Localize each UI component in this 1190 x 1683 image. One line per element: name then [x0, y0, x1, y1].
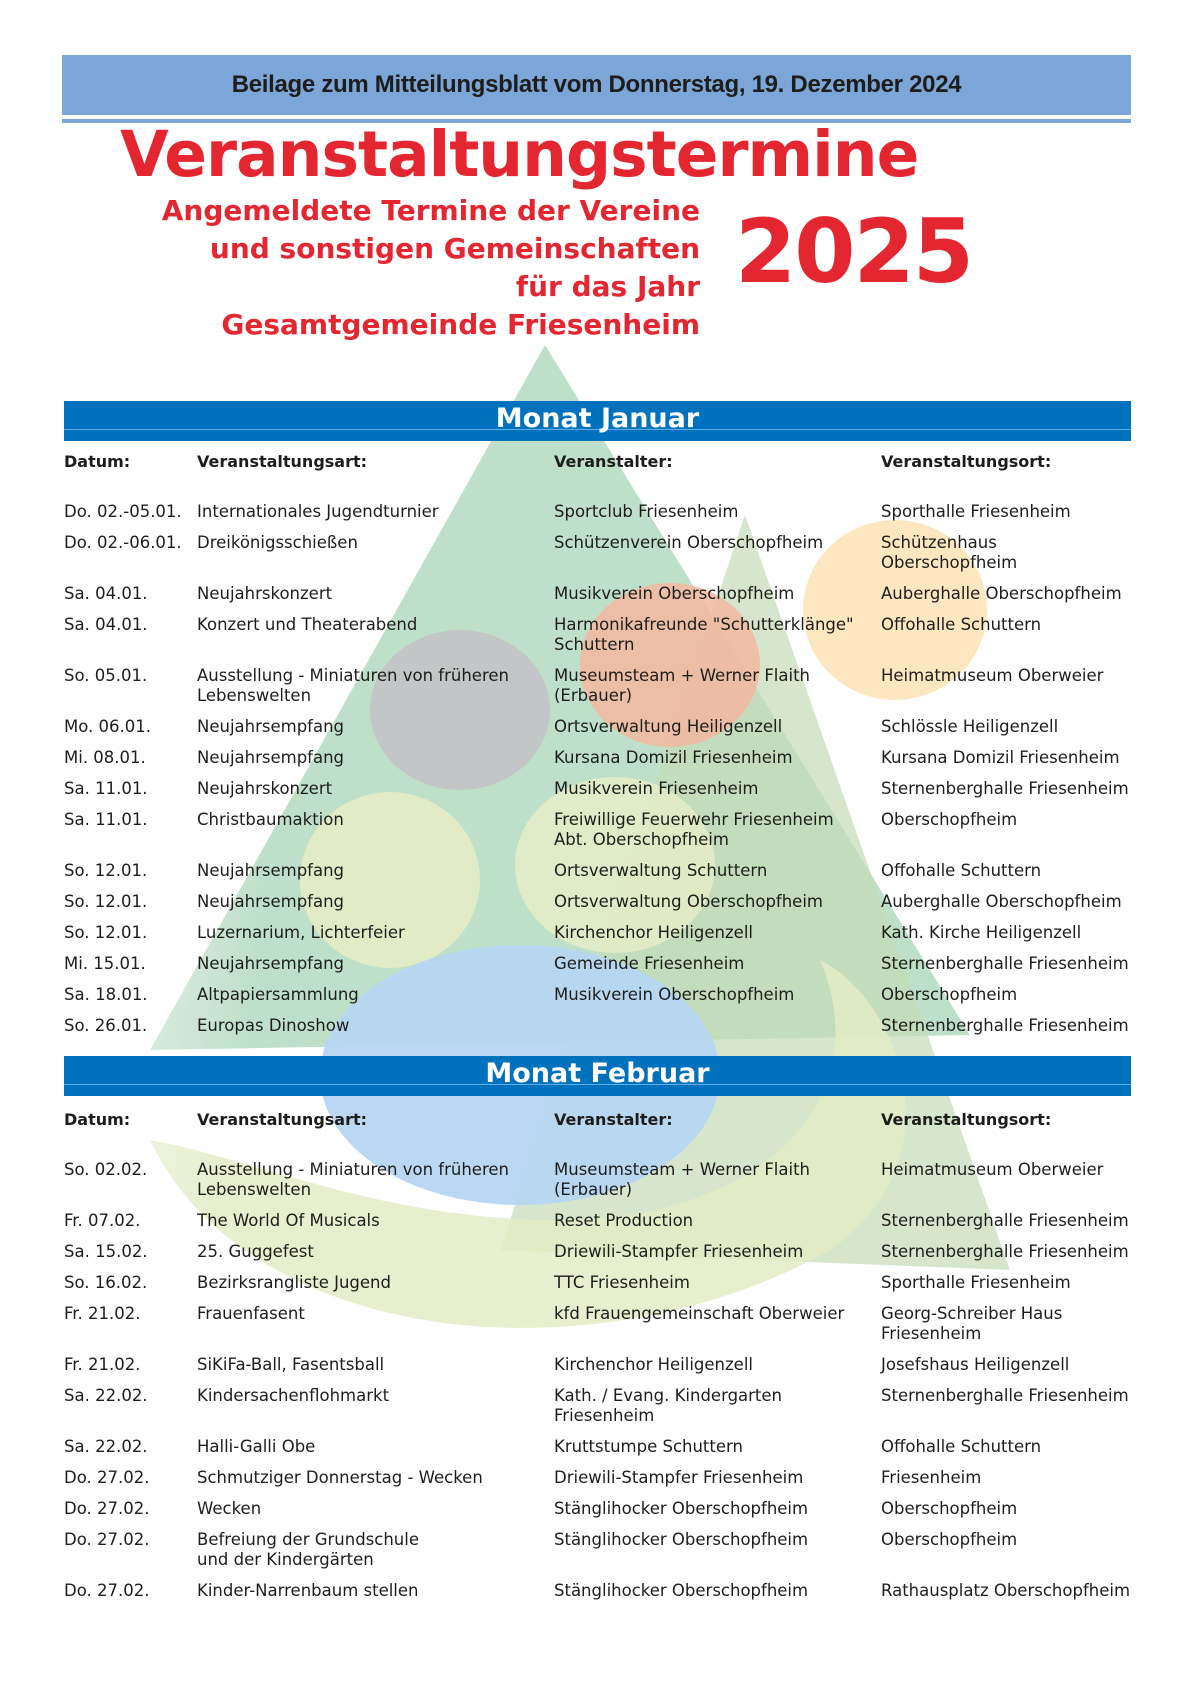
table-row	[64, 1304, 1134, 1355]
cell-venue: Oberschopfheim	[881, 1530, 1018, 1549]
cell-venue: Sternenberghalle Friesenheim	[881, 1211, 1129, 1230]
cell-organizer: Musikverein Friesenheim	[554, 779, 759, 798]
subtitle-line: für das Jahr	[515, 270, 700, 303]
table-row	[64, 810, 1134, 861]
table-row	[64, 1581, 1134, 1612]
cell-event-type: Kinder-Narrenbaum stellen	[197, 1581, 419, 1600]
cell-event-type: Neujahrskonzert	[197, 779, 333, 798]
column-header-venue: Veranstaltungsort:	[881, 1110, 1052, 1129]
cell-event-type: Neujahrsempfang	[197, 748, 345, 767]
cell-date: So. 02.02.	[64, 1160, 148, 1179]
cell-organizer: Museumsteam + Werner Flaith (Erbauer)	[554, 1160, 811, 1199]
table-row	[64, 1386, 1134, 1437]
column-header-date: Datum:	[64, 1110, 131, 1129]
table-row	[64, 748, 1134, 779]
table-header-row	[64, 452, 1134, 502]
cell-organizer: Driewili-Stampfer Friesenheim	[554, 1468, 804, 1487]
cell-venue: Kursana Domizil Friesenheim	[881, 748, 1120, 767]
cell-organizer: Kath. / Evang. Kindergarten Friesenheim	[554, 1386, 783, 1425]
table-row	[64, 923, 1134, 954]
cell-venue: Offohalle Schuttern	[881, 1437, 1042, 1456]
table-row	[64, 1242, 1134, 1273]
cell-venue: Oberschopfheim	[881, 810, 1018, 829]
cell-event-type: Internationales Jugendturnier	[197, 502, 439, 521]
cell-organizer: TTC Friesenheim	[554, 1273, 690, 1292]
cell-event-type: Europas Dinoshow	[197, 1016, 350, 1035]
cell-venue: Sporthalle Friesenheim	[881, 1273, 1071, 1292]
table-row	[64, 954, 1134, 985]
cell-date: Do. 27.02.	[64, 1581, 150, 1600]
cell-organizer: Stänglihocker Oberschopfheim	[554, 1499, 809, 1518]
cell-venue: Sternenberghalle Friesenheim	[881, 1386, 1129, 1405]
cell-date: Sa. 22.02.	[64, 1437, 148, 1456]
cell-event-type: Bezirksrangliste Jugend	[197, 1273, 391, 1292]
events-table-februar	[64, 1110, 1134, 1612]
column-header-organizer: Veranstalter:	[554, 1110, 673, 1129]
cell-date: Do. 02.-06.01.	[64, 533, 182, 552]
column-header-date: Datum:	[64, 452, 131, 471]
cell-organizer: Gemeinde Friesenheim	[554, 954, 745, 973]
page-subtitle	[162, 192, 700, 344]
cell-organizer: Harmonikafreunde "Schutterklänge" Schuttern	[554, 615, 854, 654]
cell-event-type: Ausstellung - Miniaturen von früheren Lebenswelten	[197, 666, 509, 705]
table-row	[64, 533, 1134, 584]
table-row	[64, 717, 1134, 748]
cell-venue: Heimatmuseum Oberweier	[881, 666, 1104, 685]
cell-venue: Sporthalle Friesenheim	[881, 502, 1071, 521]
cell-date: Fr. 21.02.	[64, 1304, 141, 1323]
table-row	[64, 502, 1134, 533]
supplement-banner	[62, 55, 1131, 115]
table-row	[64, 1499, 1134, 1530]
cell-event-type: Neujahrsempfang	[197, 892, 345, 911]
month-title: Monat Januar	[495, 403, 700, 434]
cell-date: Fr. 07.02.	[64, 1211, 141, 1230]
cell-date: Mi. 08.01.	[64, 748, 146, 767]
cell-event-type: Ausstellung - Miniaturen von früheren Lebenswelten	[197, 1160, 509, 1199]
cell-organizer: Ortsverwaltung Schuttern	[554, 861, 768, 880]
cell-date: Sa. 04.01.	[64, 584, 148, 603]
cell-date: Do. 27.02.	[64, 1468, 150, 1487]
cell-event-type: Neujahrsempfang	[197, 717, 345, 736]
month-header-februar	[64, 1056, 1131, 1096]
cell-organizer: Kirchenchor Heiligenzell	[554, 1355, 753, 1374]
cell-venue: Rathausplatz Oberschopfheim	[881, 1581, 1131, 1600]
cell-event-type: Halli-Galli Obe	[197, 1437, 316, 1456]
cell-venue: Auberghalle Oberschopfheim	[881, 892, 1122, 911]
cell-venue: Friesenheim	[881, 1468, 982, 1487]
table-row	[64, 1437, 1134, 1468]
cell-venue: Auberghalle Oberschopfheim	[881, 584, 1122, 603]
cell-venue: Georg-Schreiber Haus Friesenheim	[881, 1304, 1063, 1343]
column-header-venue: Veranstaltungsort:	[881, 452, 1052, 471]
cell-venue: Offohalle Schuttern	[881, 615, 1042, 634]
cell-organizer: Stänglihocker Oberschopfheim	[554, 1581, 809, 1600]
cell-organizer: Sportclub Friesenheim	[554, 502, 739, 521]
cell-organizer: Driewili-Stampfer Friesenheim	[554, 1242, 804, 1261]
column-header-organizer: Veranstalter:	[554, 452, 673, 471]
cell-venue: Sternenberghalle Friesenheim	[881, 954, 1129, 973]
supplement-banner-text: Beilage zum Mitteilungsblatt vom Donnerstag, 19. Dezember 2024	[231, 71, 962, 98]
table-row	[64, 985, 1134, 1016]
cell-organizer: Musikverein Oberschopfheim	[554, 985, 795, 1004]
cell-organizer: Stänglihocker Oberschopfheim	[554, 1530, 809, 1549]
column-header-event-type: Veranstaltungsart:	[197, 452, 368, 471]
cell-organizer: Schützenverein Oberschopfheim	[554, 533, 824, 552]
cell-date: Sa. 04.01.	[64, 615, 148, 634]
cell-date: Sa. 15.02.	[64, 1242, 148, 1261]
cell-date: So. 12.01.	[64, 861, 148, 880]
table-row	[64, 1468, 1134, 1499]
table-row	[64, 584, 1134, 615]
cell-date: Do. 27.02.	[64, 1499, 150, 1518]
cell-organizer: Kirchenchor Heiligenzell	[554, 923, 753, 942]
cell-event-type: Frauenfasent	[197, 1304, 305, 1323]
cell-event-type: Neujahrsempfang	[197, 861, 345, 880]
cell-event-type: Altpapiersammlung	[197, 985, 359, 1004]
cell-organizer: Kursana Domizil Friesenheim	[554, 748, 793, 767]
table-row	[64, 861, 1134, 892]
subtitle-line: und sonstigen Gemeinschaften	[209, 232, 700, 265]
cell-event-type: Dreikönigsschießen	[197, 533, 358, 552]
cell-date: So. 12.01.	[64, 892, 148, 911]
cell-date: So. 05.01.	[64, 666, 148, 685]
cell-date: So. 26.01.	[64, 1016, 148, 1035]
cell-event-type: 25. Guggefest	[197, 1242, 314, 1261]
cell-organizer: Freiwillige Feuerwehr Friesenheim Abt. Oberschopfheim	[554, 810, 834, 849]
cell-date: Do. 02.-05.01.	[64, 502, 182, 521]
month-title: Monat Februar	[485, 1058, 710, 1089]
cell-event-type: Neujahrskonzert	[197, 584, 333, 603]
table-row	[64, 1211, 1134, 1242]
cell-venue: Sternenberghalle Friesenheim	[881, 1242, 1129, 1261]
cell-organizer: Ortsverwaltung Heiligenzell	[554, 717, 783, 736]
cell-event-type: Christbaumaktion	[197, 810, 344, 829]
table-row	[64, 1016, 1134, 1047]
page-title: Veranstaltungstermine	[120, 118, 919, 191]
cell-venue: Offohalle Schuttern	[881, 861, 1042, 880]
table-row	[64, 892, 1134, 923]
month-header-januar	[64, 401, 1131, 441]
cell-event-type: SiKiFa-Ball, Fasentsball	[197, 1355, 385, 1374]
cell-venue: Heimatmuseum Oberweier	[881, 1160, 1104, 1179]
events-table-januar	[64, 452, 1134, 1047]
cell-organizer: Musikverein Oberschopfheim	[554, 584, 795, 603]
cell-event-type: Konzert und Theaterabend	[197, 615, 418, 634]
cell-event-type: The World Of Musicals	[197, 1211, 380, 1230]
cell-date: Sa. 11.01.	[64, 810, 148, 829]
cell-venue: Kath. Kirche Heiligenzell	[881, 923, 1082, 942]
cell-venue: Oberschopfheim	[881, 985, 1018, 1004]
cell-venue: Schützenhaus Oberschopfheim	[881, 533, 1018, 572]
cell-event-type: Schmutziger Donnerstag - Wecken	[197, 1468, 483, 1487]
cell-date: Mo. 06.01.	[64, 717, 152, 736]
cell-date: Mi. 15.01.	[64, 954, 146, 973]
cell-date: Sa. 11.01.	[64, 779, 148, 798]
subtitle-line: Gesamtgemeinde Friesenheim	[221, 308, 700, 341]
cell-organizer: kfd Frauengemeinschaft Oberweier	[554, 1304, 845, 1323]
cell-event-type: Luzernarium, Lichterfeier	[197, 923, 405, 942]
cell-organizer: Ortsverwaltung Oberschopfheim	[554, 892, 823, 911]
cell-date: So. 12.01.	[64, 923, 148, 942]
table-row	[64, 1273, 1134, 1304]
cell-venue: Oberschopfheim	[881, 1499, 1018, 1518]
cell-organizer: Museumsteam + Werner Flaith (Erbauer)	[554, 666, 811, 705]
cell-organizer: Kruttstumpe Schuttern	[554, 1437, 743, 1456]
table-row	[64, 666, 1134, 717]
column-header-event-type: Veranstaltungsart:	[197, 1110, 368, 1129]
cell-date: So. 16.02.	[64, 1273, 148, 1292]
cell-organizer: Reset Production	[554, 1211, 694, 1230]
cell-event-type: Kindersachenflohmarkt	[197, 1386, 390, 1405]
cell-event-type: Befreiung der Grundschule und der Kindergärten	[197, 1530, 420, 1569]
cell-event-type: Wecken	[197, 1499, 262, 1518]
year-label: 2025	[735, 200, 972, 303]
cell-venue: Sternenberghalle Friesenheim	[881, 1016, 1129, 1035]
table-row	[64, 779, 1134, 810]
cell-venue: Schlössle Heiligenzell	[881, 717, 1059, 736]
table-header-row	[64, 1110, 1134, 1160]
cell-venue: Sternenberghalle Friesenheim	[881, 779, 1129, 798]
table-row	[64, 615, 1134, 666]
cell-event-type: Neujahrsempfang	[197, 954, 345, 973]
table-row	[64, 1160, 1134, 1211]
subtitle-line: Angemeldete Termine der Vereine	[161, 194, 700, 227]
cell-venue: Josefshaus Heiligenzell	[881, 1355, 1070, 1374]
cell-date: Do. 27.02.	[64, 1530, 150, 1549]
table-row	[64, 1355, 1134, 1386]
cell-organizer	[554, 1016, 881, 1036]
cell-date: Sa. 22.02.	[64, 1386, 148, 1405]
cell-date: Sa. 18.01.	[64, 985, 148, 1004]
cell-date: Fr. 21.02.	[64, 1355, 141, 1374]
table-row	[64, 1530, 1134, 1581]
